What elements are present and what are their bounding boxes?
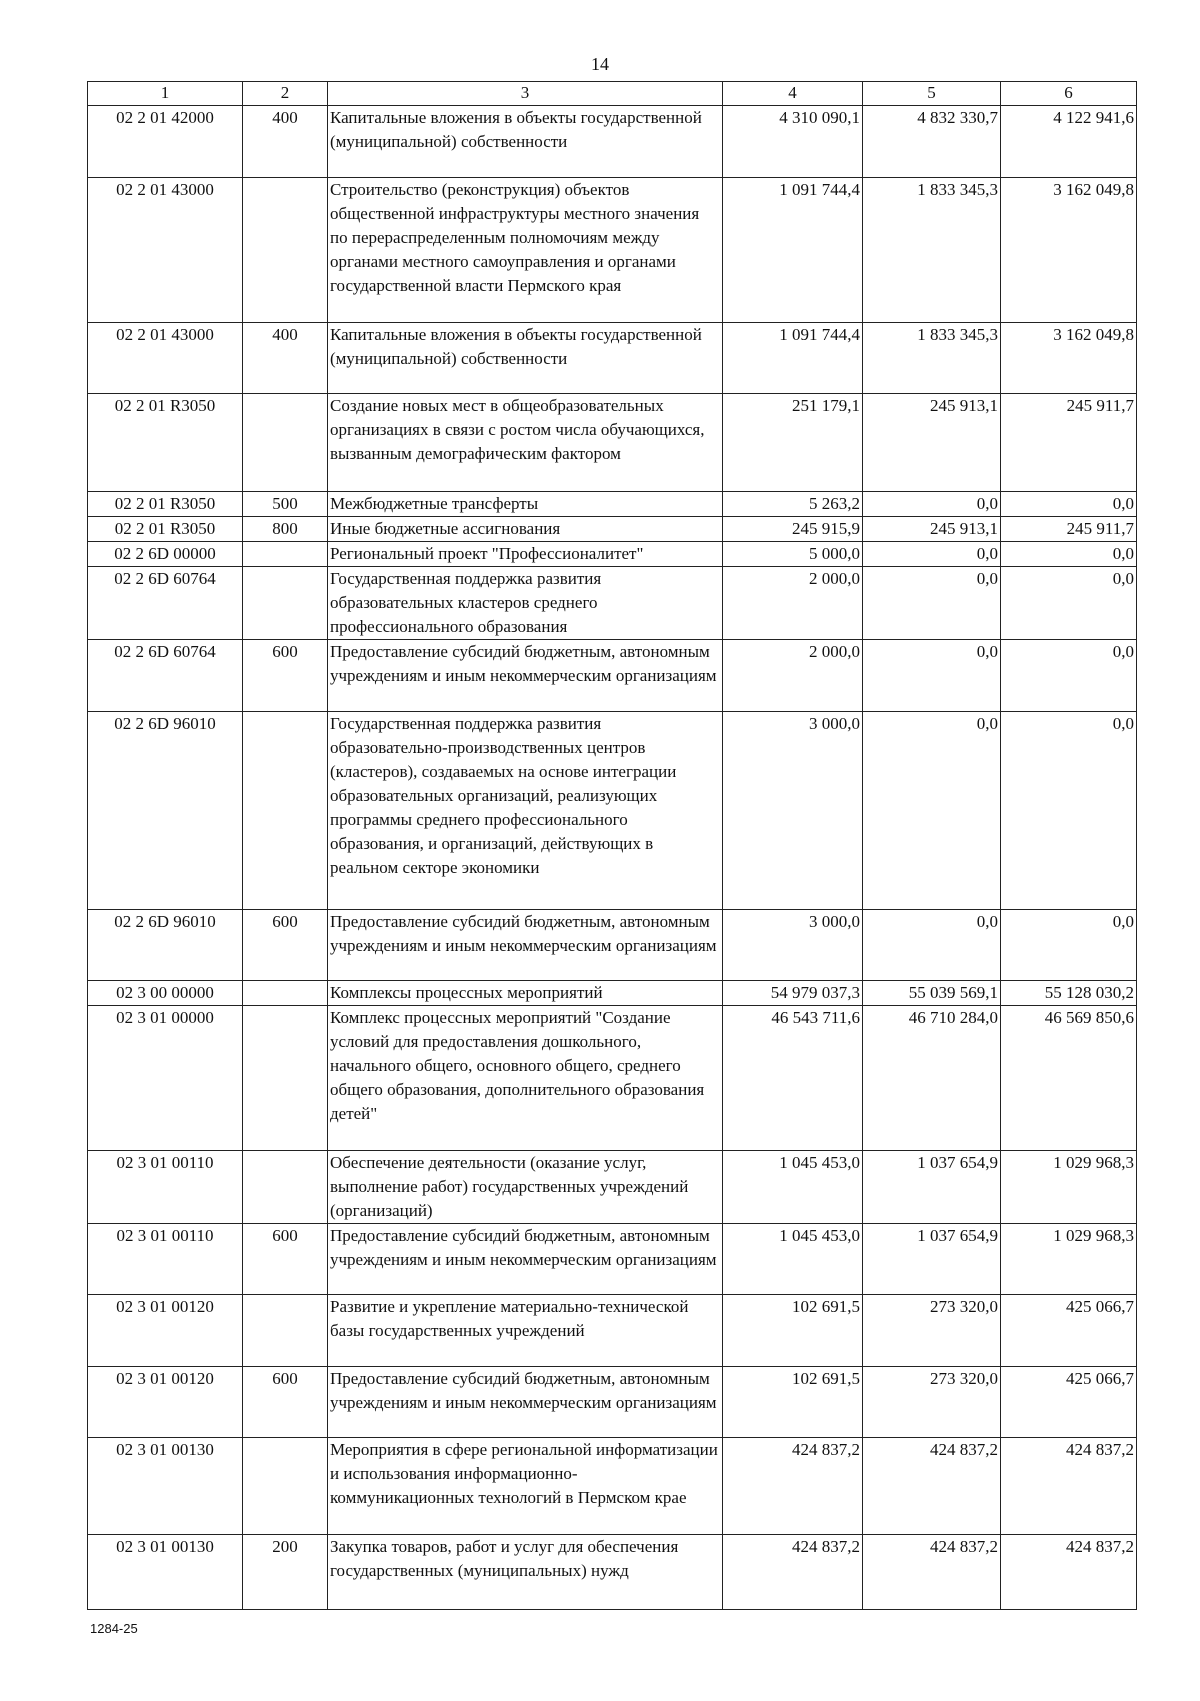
cell-amount-col4: 4 310 090,1 (723, 106, 863, 178)
cell-expense-type (243, 178, 328, 323)
table-row (88, 1151, 1137, 1224)
cell-amount-col4: 3 000,0 (723, 910, 863, 981)
table-row (88, 640, 1137, 712)
cell-amount-col5: 0,0 (863, 567, 1001, 640)
cell-target-code: 02 3 01 00130 (88, 1438, 243, 1535)
table-row (88, 178, 1137, 323)
column-header: 4 (723, 82, 863, 106)
cell-amount-col6: 55 128 030,2 (1001, 981, 1137, 1006)
cell-amount-col5: 1 833 345,3 (863, 178, 1001, 323)
cell-name: Предоставление субсидий бюджетным, автономным учреждениям и иным некоммерческим организациям (328, 1224, 723, 1295)
cell-amount-col5: 273 320,0 (863, 1295, 1001, 1367)
cell-expense-type: 500 (243, 492, 328, 517)
cell-target-code: 02 2 6D 00000 (88, 542, 243, 567)
cell-amount-col4: 46 543 711,6 (723, 1006, 863, 1151)
cell-amount-col5: 55 039 569,1 (863, 981, 1001, 1006)
cell-name: Иные бюджетные ассигнования (328, 517, 723, 542)
column-header: 1 (88, 82, 243, 106)
cell-expense-type (243, 542, 328, 567)
cell-amount-col4: 5 000,0 (723, 542, 863, 567)
cell-expense-type (243, 1006, 328, 1151)
column-header: 6 (1001, 82, 1137, 106)
cell-target-code: 02 2 01 42000 (88, 106, 243, 178)
cell-name: Региональный проект "Профессионалитет" (328, 542, 723, 567)
cell-amount-col6: 0,0 (1001, 567, 1137, 640)
table-row (88, 981, 1137, 1006)
cell-target-code: 02 3 01 00130 (88, 1535, 243, 1610)
page-number: 14 (591, 54, 609, 74)
table-row (88, 1006, 1137, 1151)
cell-name: Межбюджетные трансферты (328, 492, 723, 517)
cell-target-code: 02 2 6D 60764 (88, 567, 243, 640)
cell-amount-col6: 424 837,2 (1001, 1438, 1137, 1535)
cell-name: Мероприятия в сфере региональной информатизации и использования информационно-коммуникационных технологий в Пермском крае (328, 1438, 723, 1535)
cell-amount-col5: 424 837,2 (863, 1438, 1001, 1535)
cell-amount-col6: 0,0 (1001, 492, 1137, 517)
cell-amount-col6: 0,0 (1001, 712, 1137, 910)
header-row (88, 82, 1137, 106)
cell-amount-col4: 1 045 453,0 (723, 1224, 863, 1295)
table-row (88, 517, 1137, 542)
cell-target-code: 02 2 6D 60764 (88, 640, 243, 712)
cell-name: Строительство (реконструкция) объектов общественной инфраструктуры местного значения по перераспределенным полномочиям между органами местного самоуправления и органами государственной власти Пермского края (328, 178, 723, 323)
table-row (88, 1367, 1137, 1438)
budget-table (87, 81, 1137, 1610)
cell-amount-col4: 251 179,1 (723, 394, 863, 492)
cell-amount-col4: 245 915,9 (723, 517, 863, 542)
cell-amount-col6: 425 066,7 (1001, 1295, 1137, 1367)
cell-name: Капитальные вложения в объекты государственной (муниципальной) собственности (328, 106, 723, 178)
table-row (88, 542, 1137, 567)
cell-amount-col5: 0,0 (863, 492, 1001, 517)
cell-amount-col6: 1 029 968,3 (1001, 1151, 1137, 1224)
cell-amount-col4: 102 691,5 (723, 1295, 863, 1367)
cell-name: Государственная поддержка развития образовательных кластеров среднего профессионального образования (328, 567, 723, 640)
cell-target-code: 02 3 01 00120 (88, 1367, 243, 1438)
cell-amount-col4: 424 837,2 (723, 1438, 863, 1535)
cell-amount-col4: 1 045 453,0 (723, 1151, 863, 1224)
cell-amount-col6: 0,0 (1001, 640, 1137, 712)
cell-amount-col6: 3 162 049,8 (1001, 323, 1137, 394)
table-row (88, 712, 1137, 910)
cell-expense-type: 200 (243, 1535, 328, 1610)
cell-amount-col4: 424 837,2 (723, 1535, 863, 1610)
cell-amount-col5: 245 913,1 (863, 517, 1001, 542)
cell-amount-col4: 2 000,0 (723, 567, 863, 640)
column-header: 3 (328, 82, 723, 106)
cell-target-code: 02 2 01 R3050 (88, 394, 243, 492)
cell-amount-col6: 0,0 (1001, 542, 1137, 567)
cell-name: Комплексы процессных мероприятий (328, 981, 723, 1006)
cell-amount-col6: 3 162 049,8 (1001, 178, 1137, 323)
cell-expense-type (243, 1151, 328, 1224)
cell-amount-col4: 1 091 744,4 (723, 323, 863, 394)
cell-amount-col4: 54 979 037,3 (723, 981, 863, 1006)
cell-name: Предоставление субсидий бюджетным, автономным учреждениям и иным некоммерческим организациям (328, 640, 723, 712)
cell-expense-type: 600 (243, 640, 328, 712)
cell-amount-col4: 102 691,5 (723, 1367, 863, 1438)
table-row (88, 1535, 1137, 1610)
cell-amount-col5: 0,0 (863, 910, 1001, 981)
cell-amount-col4: 3 000,0 (723, 712, 863, 910)
cell-amount-col4: 1 091 744,4 (723, 178, 863, 323)
table-row (88, 394, 1137, 492)
cell-name: Капитальные вложения в объекты государственной (муниципальной) собственности (328, 323, 723, 394)
cell-name: Закупка товаров, работ и услуг для обеспечения государственных (муниципальных) нужд (328, 1535, 723, 1610)
document-id: 1284-25 (90, 1621, 138, 1636)
cell-target-code: 02 2 6D 96010 (88, 712, 243, 910)
cell-name: Государственная поддержка развития образовательно-производственных центров (кластеров), создаваемых на основе интеграции образовательных организаций, реализующих программы среднего профессионального образования, и организаций, действующих в реальном секторе экономики (328, 712, 723, 910)
cell-amount-col5: 0,0 (863, 640, 1001, 712)
cell-name: Предоставление субсидий бюджетным, автономным учреждениям и иным некоммерческим организациям (328, 910, 723, 981)
cell-expense-type: 600 (243, 1367, 328, 1438)
cell-expense-type (243, 981, 328, 1006)
column-header: 5 (863, 82, 1001, 106)
table-row (88, 567, 1137, 640)
cell-amount-col6: 46 569 850,6 (1001, 1006, 1137, 1151)
cell-name: Развитие и укрепление материально-технической базы государственных учреждений (328, 1295, 723, 1367)
cell-amount-col5: 0,0 (863, 542, 1001, 567)
cell-name: Предоставление субсидий бюджетным, автономным учреждениям и иным некоммерческим организациям (328, 1367, 723, 1438)
cell-target-code: 02 2 01 R3050 (88, 517, 243, 542)
cell-expense-type: 800 (243, 517, 328, 542)
cell-amount-col4: 5 263,2 (723, 492, 863, 517)
cell-target-code: 02 3 01 00000 (88, 1006, 243, 1151)
cell-target-code: 02 3 01 00120 (88, 1295, 243, 1367)
table-row (88, 1438, 1137, 1535)
cell-target-code: 02 3 00 00000 (88, 981, 243, 1006)
cell-name: Обеспечение деятельности (оказание услуг, выполнение работ) государственных учреждений (организаций) (328, 1151, 723, 1224)
cell-amount-col6: 1 029 968,3 (1001, 1224, 1137, 1295)
cell-amount-col6: 245 911,7 (1001, 517, 1137, 542)
column-header: 2 (243, 82, 328, 106)
cell-expense-type (243, 567, 328, 640)
cell-amount-col5: 1 037 654,9 (863, 1151, 1001, 1224)
table-row (88, 1295, 1137, 1367)
cell-amount-col6: 245 911,7 (1001, 394, 1137, 492)
cell-target-code: 02 3 01 00110 (88, 1151, 243, 1224)
cell-expense-type (243, 394, 328, 492)
cell-amount-col6: 425 066,7 (1001, 1367, 1137, 1438)
cell-name: Создание новых мест в общеобразовательных организациях в связи с ростом числа обучающихся, вызванным демографическим фактором (328, 394, 723, 492)
cell-amount-col5: 46 710 284,0 (863, 1006, 1001, 1151)
table-row (88, 323, 1137, 394)
table-row (88, 492, 1137, 517)
cell-amount-col5: 245 913,1 (863, 394, 1001, 492)
cell-amount-col5: 0,0 (863, 712, 1001, 910)
cell-expense-type: 600 (243, 1224, 328, 1295)
cell-target-code: 02 2 01 43000 (88, 178, 243, 323)
cell-expense-type (243, 1438, 328, 1535)
table-row (88, 1224, 1137, 1295)
cell-target-code: 02 2 01 43000 (88, 323, 243, 394)
cell-amount-col6: 4 122 941,6 (1001, 106, 1137, 178)
cell-amount-col6: 424 837,2 (1001, 1535, 1137, 1610)
table-body (88, 106, 1137, 1610)
cell-target-code: 02 3 01 00110 (88, 1224, 243, 1295)
cell-amount-col5: 1 037 654,9 (863, 1224, 1001, 1295)
cell-amount-col5: 4 832 330,7 (863, 106, 1001, 178)
cell-expense-type: 400 (243, 323, 328, 394)
table-row (88, 910, 1137, 981)
cell-target-code: 02 2 6D 96010 (88, 910, 243, 981)
cell-target-code: 02 2 01 R3050 (88, 492, 243, 517)
cell-expense-type: 400 (243, 106, 328, 178)
cell-expense-type (243, 712, 328, 910)
cell-amount-col5: 424 837,2 (863, 1535, 1001, 1610)
cell-amount-col5: 273 320,0 (863, 1367, 1001, 1438)
table-row (88, 106, 1137, 178)
cell-name: Комплекс процессных мероприятий "Создание условий для предоставления дошкольного, начального общего, основного общего, среднего общего образования, дополнительного образования детей" (328, 1006, 723, 1151)
cell-expense-type (243, 1295, 328, 1367)
cell-amount-col4: 2 000,0 (723, 640, 863, 712)
cell-amount-col6: 0,0 (1001, 910, 1137, 981)
cell-amount-col5: 1 833 345,3 (863, 323, 1001, 394)
cell-expense-type: 600 (243, 910, 328, 981)
